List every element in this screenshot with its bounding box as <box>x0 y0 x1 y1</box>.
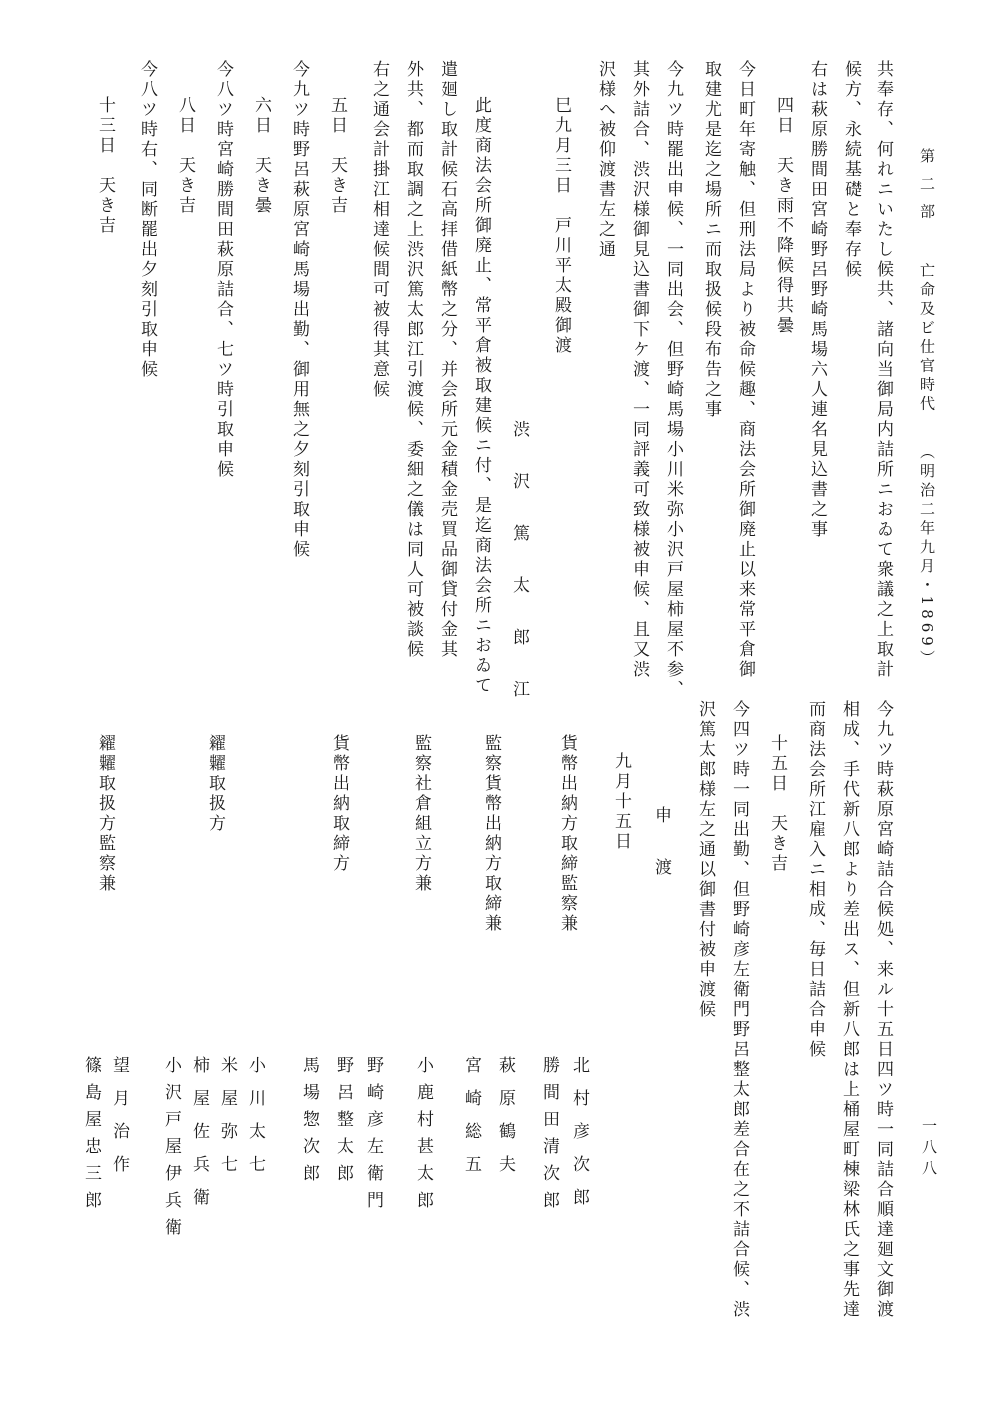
date-heading: 五日 天き吉 <box>327 96 347 216</box>
person-name: 野呂整太郎 <box>333 1056 353 1191</box>
date-heading: 六日 天き曇 <box>251 96 271 216</box>
chapter-date: （明治二年九月・1869） <box>918 443 936 669</box>
text-column: 候方、永続基礎と奉存候 <box>841 60 861 280</box>
text-column: 今日町年寄触、但刑法局より被命候趣、商法会所御廃止以来常平倉御 <box>735 60 755 680</box>
text-column: 遣廻し取計候石高拝借紙幣之分、并会所元金積金売買品御貸付金其 <box>437 60 457 660</box>
text-column: 共奉存、何れニいたし候共、諸向当御局内詰所ニおゐて衆議之上取計 <box>873 60 893 680</box>
person-name: 野崎彦左衛門 <box>363 1056 383 1218</box>
order-date-line: 巳九月三日 戸川平太殿御渡 <box>551 96 571 356</box>
text-column: 今九ツ時野呂萩原宮崎馬場出勤、御用無之夕刻引取申候 <box>289 60 309 560</box>
text-column: 而商法会所江雇入ニ相成、毎日詰合申候 <box>805 700 825 1060</box>
person-name: 宮崎総五 <box>461 1056 481 1188</box>
text-column: 今八ツ時右、同断罷出夕刻引取申候 <box>137 60 157 380</box>
text-column: 相成、手代新八郎より差出ス、但新八郎は上桶屋町棟梁林氏之事先達 <box>839 700 859 1320</box>
appointment-title: 監察貨幣出納方取締兼 <box>481 734 501 934</box>
date-heading: 八日 天き吉 <box>175 96 195 216</box>
person-name: 馬場惣次郎 <box>299 1056 319 1191</box>
person-name: 篠島屋忠三郎 <box>81 1056 101 1218</box>
text-column: 今四ツ時一同出勤、但野崎彦左衛門野呂整太郎差合在之不詰合候、渋 <box>729 700 749 1320</box>
date-heading: 十三日 天き吉 <box>95 96 115 236</box>
person-name: 勝間田清次郎 <box>539 1056 559 1218</box>
part-label: 第 二 部 <box>918 148 936 223</box>
text-column: 此度商法会所御廃止、常平倉被取建候ニ付、是迄商法会所ニおゐて <box>471 96 491 696</box>
date-heading: 十五日 天き吉 <box>767 734 787 874</box>
page-number: 一八八 <box>920 1118 938 1181</box>
text-column: 右之通会計掛江相達候間可被得其意候 <box>369 60 389 400</box>
appointment-title: 糴糶取扱方監察兼 <box>95 734 115 894</box>
text-column: 今九ツ時萩原宮崎詰合候処、来ル十五日四ツ時一同詰合順達廻文御渡 <box>873 700 893 1320</box>
text-column: 取建尤是迄之場所ニ而取扱候段布告之事 <box>701 60 721 420</box>
date-heading: 四日 天き雨不降候得共曇 <box>773 96 793 336</box>
person-name: 小川太七 <box>245 1056 265 1188</box>
person-name: 米屋弥七 <box>217 1056 237 1188</box>
appointment-title: 貨幣出納方取締監察兼 <box>557 734 577 934</box>
text-column: 沢様へ被仰渡書左之通 <box>595 60 615 260</box>
text-column: 右は萩原勝間田宮崎野呂野崎馬場六人連名見込書之事 <box>807 60 827 540</box>
person-name: 望月治作 <box>109 1056 129 1188</box>
order-heading: 申 渡 <box>651 806 671 884</box>
order-date: 九月十五日 <box>611 752 631 852</box>
text-column: 其外詰合、渋沢様御見込書御下ケ渡、一同評義可致様被申候、且又渋 <box>629 60 649 680</box>
text-column: 沢篤太郎様左之通以御書付被申渡候 <box>695 700 715 1020</box>
appointment-title: 監察社倉組立方兼 <box>411 734 431 894</box>
text-column: 外共、都而取調之上渋沢篤太郎江引渡候、委細之儀は同人可被談候 <box>403 60 423 660</box>
person-name: 小沢戸屋伊兵衛 <box>161 1056 181 1245</box>
person-name: 小鹿村甚太郎 <box>413 1056 433 1218</box>
text-column: 今八ツ時宮崎勝間田萩原詰合、七ツ時引取申候 <box>213 60 233 480</box>
appointment-title: 貨幣出納取締方 <box>329 734 349 874</box>
chapter-title: 亡命及ビ仕官時代 <box>918 262 936 415</box>
person-name: 萩原鶴夫 <box>495 1056 515 1188</box>
addressee: 渋 沢 篤 太 郎 江 <box>509 420 529 706</box>
person-name: 北村彦次郎 <box>569 1056 589 1221</box>
appointment-title: 糴糶取扱方 <box>205 734 225 834</box>
person-name: 柿屋佐兵衛 <box>189 1056 209 1221</box>
text-column: 今九ツ時罷出申候、一同出会、但野崎馬場小川米弥小沢戸屋柿屋不参、 <box>663 60 683 700</box>
